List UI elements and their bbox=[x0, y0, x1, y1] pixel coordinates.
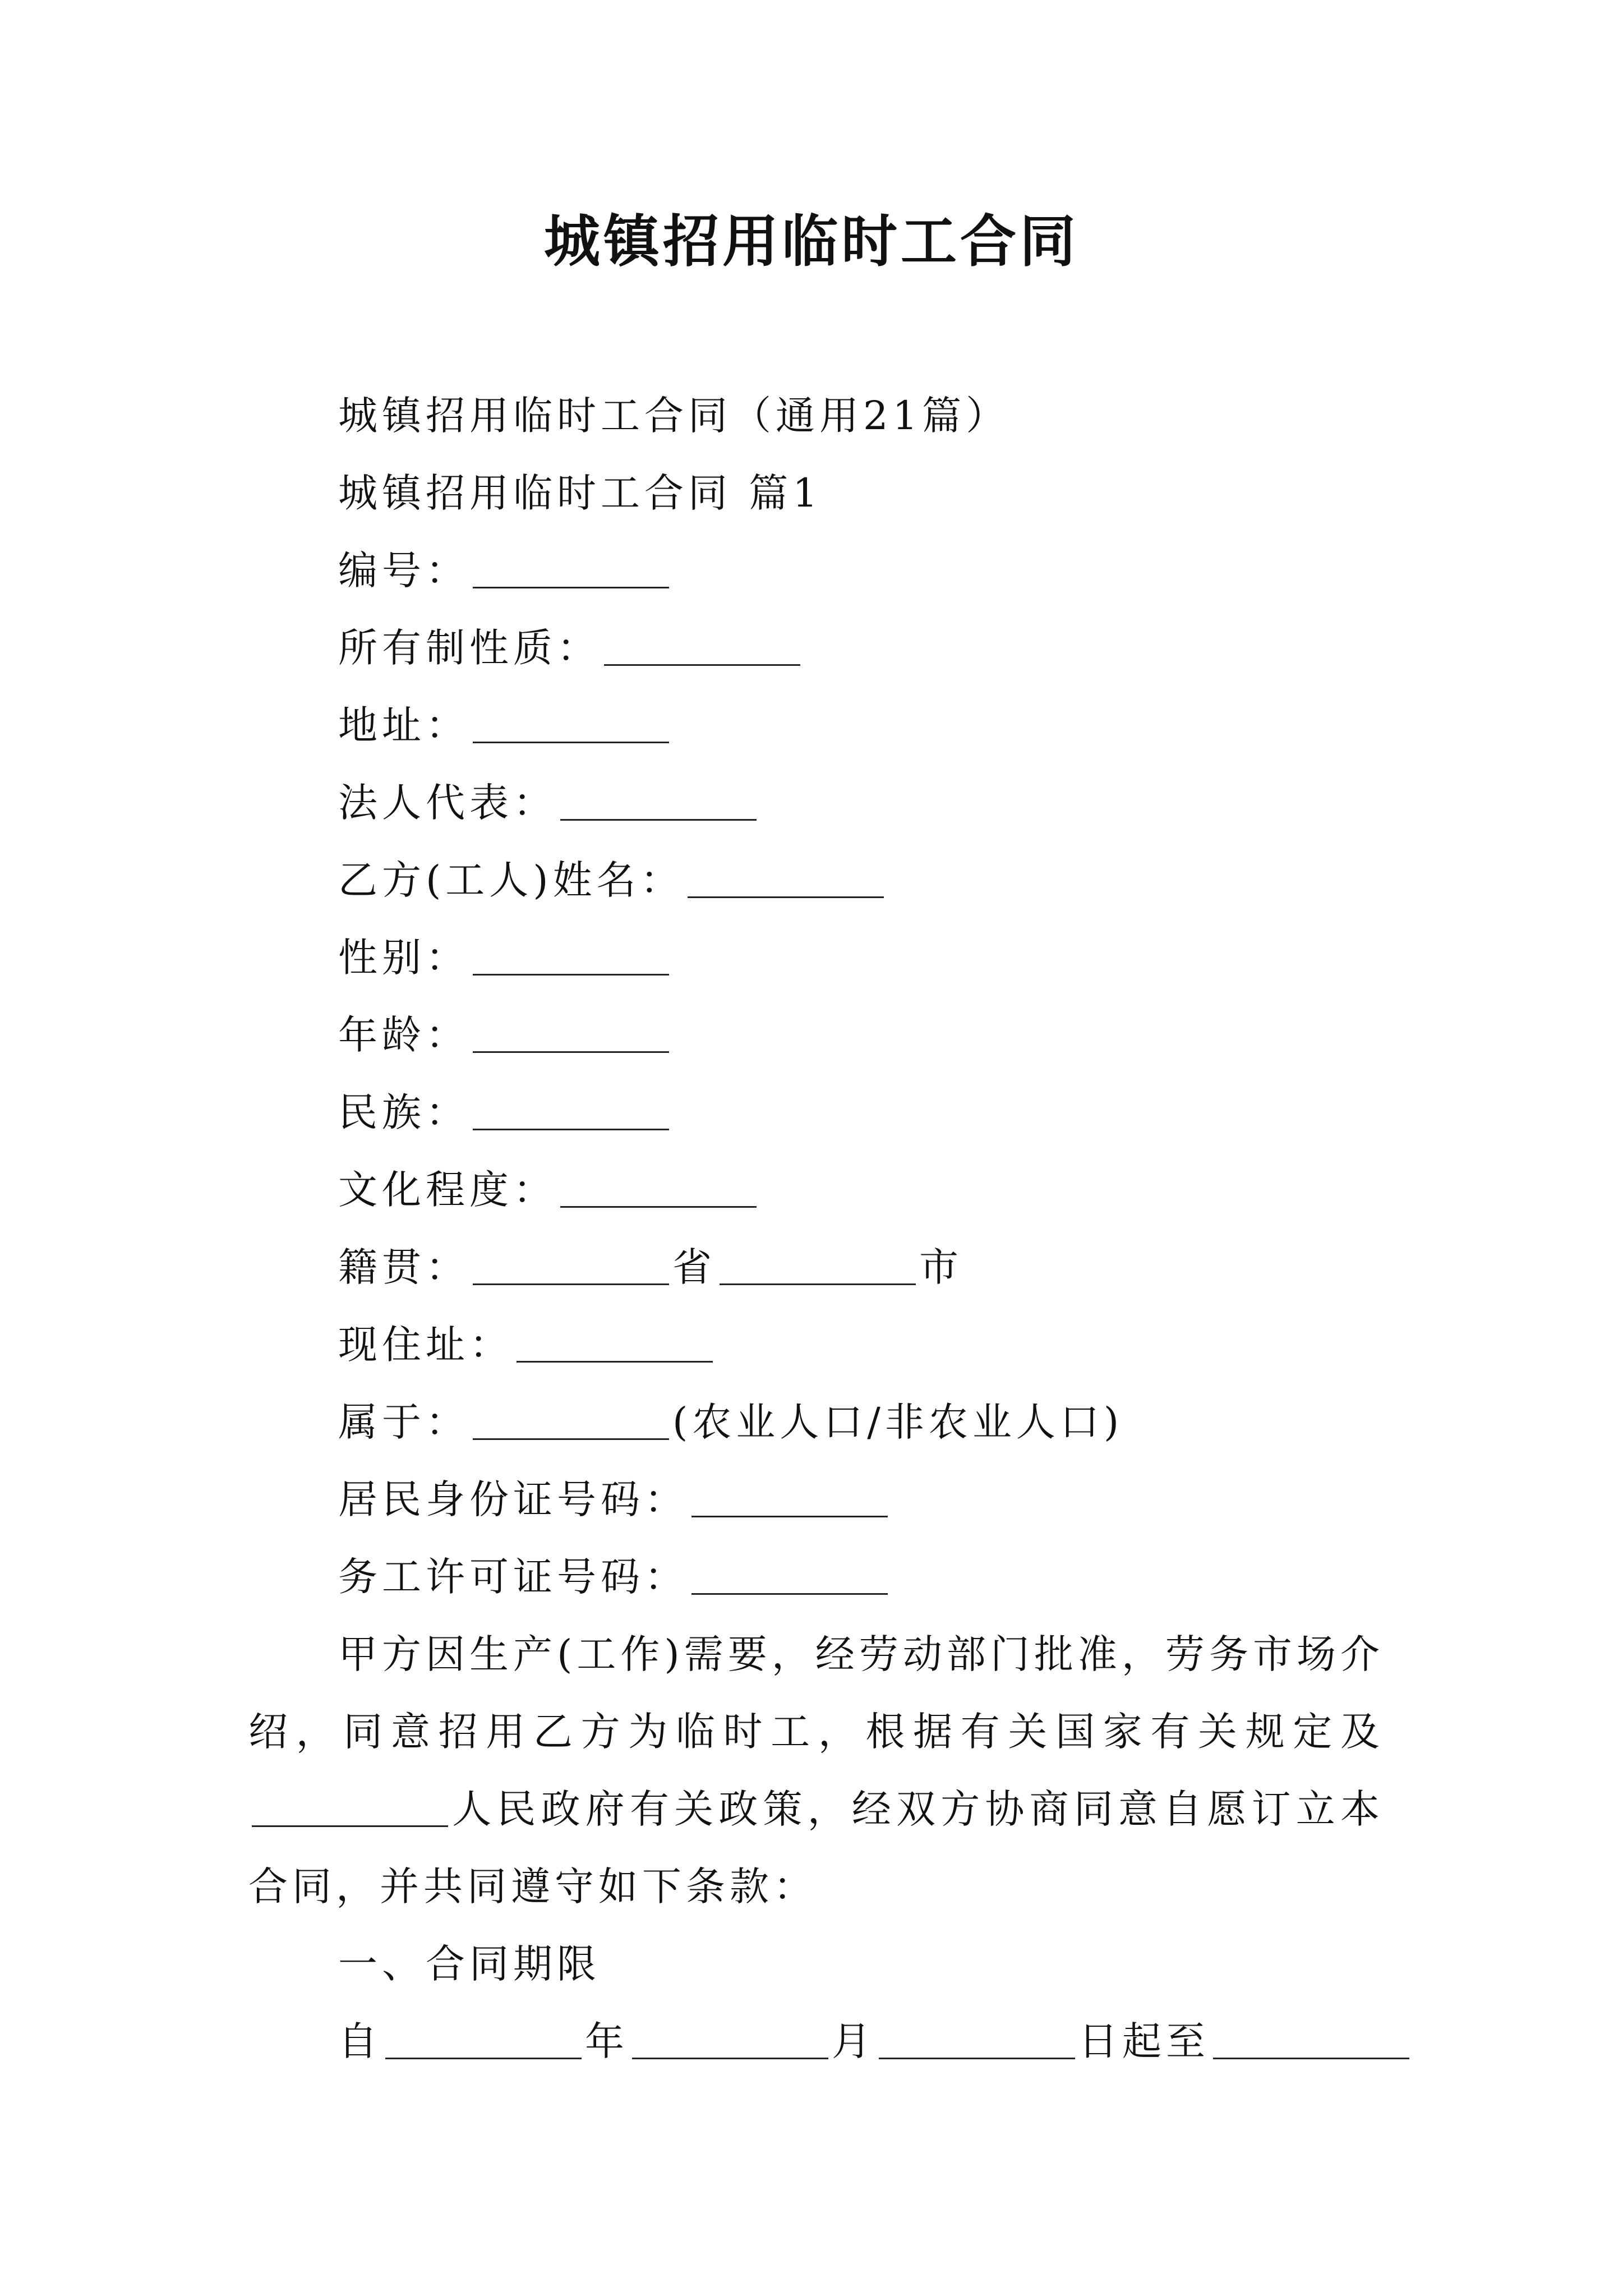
month-label: 月 bbox=[832, 2018, 875, 2064]
subtitle: 城镇招用临时工合同（通用21篇） bbox=[338, 393, 1010, 439]
fill-blank bbox=[604, 664, 800, 666]
fill-blank bbox=[1213, 2058, 1409, 2059]
field-label: 务工许可证号码： bbox=[338, 1554, 688, 1600]
fill-blank bbox=[691, 1516, 888, 1517]
city-label: 市 bbox=[919, 1244, 963, 1290]
field-current-address bbox=[248, 1306, 1384, 1383]
field-legal-rep bbox=[248, 764, 1384, 841]
field-label: 乙方(工人)姓名： bbox=[338, 857, 684, 903]
clause-heading: 一、合同期限 bbox=[338, 1941, 601, 1987]
field-label: 现住址： bbox=[338, 1322, 513, 1368]
field-ownership bbox=[248, 609, 1384, 687]
field-label: 民族： bbox=[338, 1089, 469, 1135]
fill-blank bbox=[720, 1283, 916, 1285]
document-title: 城镇招用临时工合同 bbox=[544, 208, 1079, 274]
field-number bbox=[248, 532, 1384, 609]
contract-period-line bbox=[248, 2003, 1384, 2080]
from-label: 自 bbox=[338, 2018, 382, 2064]
field-label: 文化程度： bbox=[338, 1167, 557, 1213]
fill-blank bbox=[252, 1825, 448, 1827]
paragraph-text-1: 甲方因生产(工作)需要，经劳动部门批准，劳务市场介绍，同意招用乙方为临时工，根据有关国家有关规定及 bbox=[248, 1631, 1384, 1755]
province-label: 省 bbox=[672, 1244, 716, 1290]
fill-blank bbox=[473, 1438, 669, 1440]
field-age bbox=[248, 996, 1384, 1074]
field-native-place bbox=[248, 1228, 1384, 1306]
fill-blank bbox=[879, 2058, 1075, 2059]
fill-blank bbox=[473, 742, 669, 743]
field-label: 属于： bbox=[338, 1399, 469, 1445]
fill-blank bbox=[560, 1206, 757, 1208]
field-ethnicity bbox=[248, 1074, 1384, 1151]
day-until-label: 日起至 bbox=[1078, 2018, 1210, 2064]
document-body bbox=[248, 377, 1384, 2080]
field-label: 地址： bbox=[338, 702, 469, 748]
field-belongs-to bbox=[248, 1383, 1384, 1461]
fill-blank bbox=[688, 896, 884, 898]
fill-blank bbox=[632, 2058, 828, 2059]
fill-blank bbox=[473, 974, 669, 976]
field-label: 编号： bbox=[338, 547, 469, 593]
field-label: 籍贯： bbox=[338, 1244, 469, 1290]
field-label: 所有制性质： bbox=[338, 625, 601, 671]
intro-paragraph bbox=[248, 1616, 1384, 1925]
field-label: 年龄： bbox=[338, 1012, 469, 1058]
field-id-number bbox=[248, 1461, 1384, 1538]
fill-blank bbox=[517, 1361, 713, 1363]
field-label: 居民身份证号码： bbox=[338, 1476, 688, 1522]
fill-blank bbox=[691, 1593, 888, 1595]
fill-blank bbox=[560, 819, 757, 821]
fill-blank bbox=[473, 1051, 669, 1053]
year-label: 年 bbox=[585, 2018, 629, 2064]
field-gender bbox=[248, 919, 1384, 996]
paragraph-text-2: 人民政府有关政策，经双方协商同意自愿订立本合同，并共同遵守如下条款： bbox=[248, 1786, 1384, 1910]
belongs-options: (农业人口/非农业人口) bbox=[672, 1399, 1124, 1445]
field-education bbox=[248, 1151, 1384, 1228]
field-address bbox=[248, 687, 1384, 764]
fill-blank bbox=[385, 2058, 582, 2059]
fill-blank bbox=[473, 587, 669, 588]
fill-blank bbox=[473, 1283, 669, 1285]
field-label: 法人代表： bbox=[338, 780, 557, 826]
field-label: 性别： bbox=[338, 935, 469, 981]
field-work-permit bbox=[248, 1538, 1384, 1616]
section-heading: 城镇招用临时工合同 篇1 bbox=[338, 470, 822, 516]
field-worker-name bbox=[248, 841, 1384, 919]
fill-blank bbox=[473, 1129, 669, 1130]
